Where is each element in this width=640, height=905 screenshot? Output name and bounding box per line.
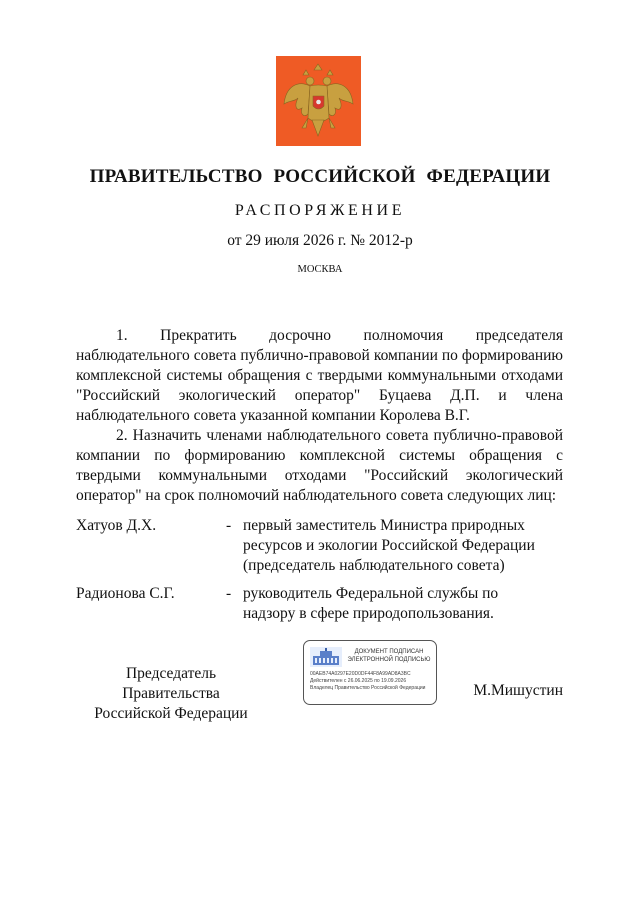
electronic-signature-stamp: [303, 640, 437, 705]
stamp-title-line-2: ЭЛЕКТРОННОЙ ПОДПИСЬЮ: [347, 657, 431, 663]
member-dash: -: [226, 517, 232, 534]
member-dash: -: [226, 585, 232, 602]
paragraph-2: 2. Назначить членами наблюдательного совета публично-правовой компании по формированию комплексной системы обращения с твердыми коммунальными отходами "Российский экологический оператор" на срок полномочий наблюдательного совета следующих лиц:: [76, 427, 563, 504]
signatory-position: [76, 664, 266, 724]
stamp-details: [310, 671, 432, 692]
member-name: Хатуов Д.Х.: [76, 517, 157, 534]
document-body: [76, 326, 563, 506]
government-title: ПРАВИТЕЛЬСТВО РОССИЙСКОЙ ФЕДЕРАЦИИ: [89, 166, 551, 187]
stamp-title-line-1: ДОКУМЕНТ ПОДПИСАН: [354, 649, 424, 655]
member-role: первый заместитель Министра природных ресурсов и экологии Российской Федерации (председатель наблюдательного совета): [243, 517, 535, 574]
stamp-title: [344, 648, 434, 664]
document-city: МОСКВА: [297, 264, 343, 275]
document-type: РАСПОРЯЖЕНИЕ: [234, 202, 406, 219]
coat-of-arms-icon: [276, 56, 361, 146]
member-role: руководитель Федеральной службы по надзору в сфере природопользования.: [243, 585, 499, 622]
stamp-owner: Владелец Правительство Российской Федерации: [310, 685, 426, 691]
member-name: Радионова С.Г.: [76, 585, 175, 602]
stamp-certificate: 00AEB74A0297E20D0DF44F8A99AD8A3BC: [310, 671, 411, 677]
signer-name: М.Мишустин: [473, 682, 563, 699]
government-building-icon: [310, 647, 342, 667]
position-line-2: Российской Федерации: [94, 705, 248, 722]
position-line-1: Председатель Правительства: [122, 665, 220, 702]
document-date: от 29 июля 2026 г. № 2012-р: [227, 232, 413, 249]
stamp-validity: Действителен с 26.06.2025 по 19.09.2026: [310, 678, 407, 684]
paragraph-1: 1. Прекратить досрочно полномочия председателя наблюдательного совета публично-правовой компании по формированию комплексной системы обращения с твердыми коммунальными отходами "Российский экологический оператор" Буцаева Д.П. и члена наблюдательного совета указанной компании Королева В.Г.: [76, 327, 563, 424]
